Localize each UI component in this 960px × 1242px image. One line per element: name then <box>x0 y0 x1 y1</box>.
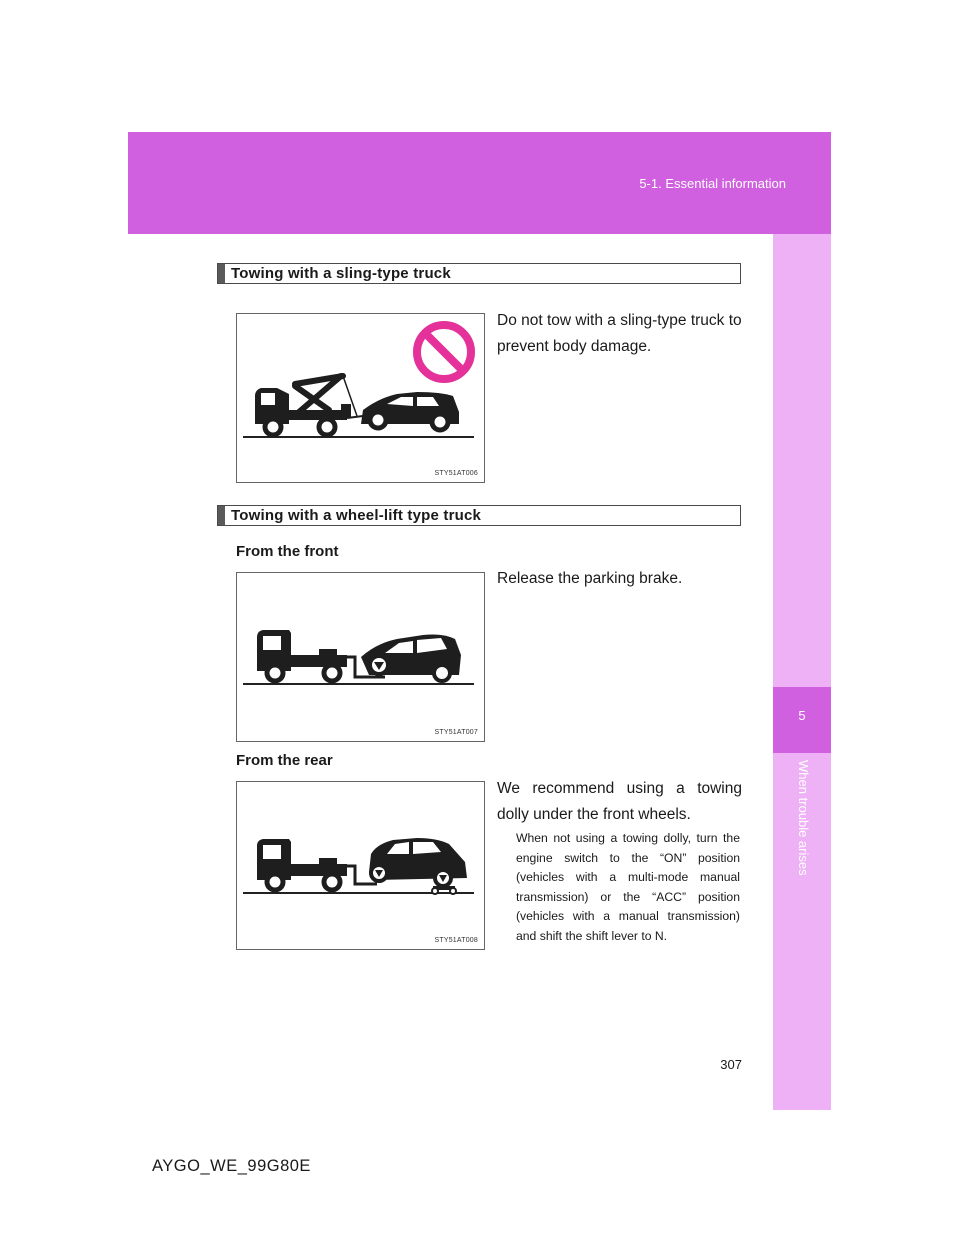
document-code: AYGO_WE_99G80E <box>152 1157 311 1175</box>
sling-truck-illustration <box>237 314 486 484</box>
subheading-from-front: From the front <box>236 543 339 560</box>
heading-marker <box>218 264 225 283</box>
section-heading-wheel-lift <box>217 505 741 526</box>
front-instruction-text: Release the parking brake. <box>497 570 683 587</box>
subheading-from-rear: From the rear <box>236 752 333 769</box>
figure-wheel-lift-front <box>236 572 485 742</box>
chapter-side-tab <box>773 234 831 1110</box>
section-label: 5-1. Essential information <box>639 176 786 191</box>
section-heading-text: Towing with a wheel-lift type truck <box>231 507 482 524</box>
sling-instruction-text: Do not tow with a sling-type truck to prevent body damage. <box>497 312 742 355</box>
wheel-lift-front-illustration <box>237 573 486 743</box>
section-heading-sling <box>217 263 741 284</box>
heading-marker <box>218 506 225 525</box>
chapter-title-vertical <box>793 760 811 900</box>
chapter-number: 5 <box>798 708 806 723</box>
page-number: 307 <box>720 1057 742 1072</box>
section-heading-text: Towing with a sling-type truck <box>231 265 451 282</box>
prohibition-icon <box>417 325 471 379</box>
figure-code: STY51AT006 <box>434 470 478 477</box>
rear-note-text: When not using a towing dolly, turn the engine switch to the “ON” position (vehicles with a multi-mode manual transmission) or the “ACC” position (vehicles with a manual transmission) and shift the shift lever to N. <box>516 831 740 943</box>
figure-sling-truck <box>236 313 485 483</box>
figure-code: STY51AT008 <box>434 937 478 944</box>
figure-code: STY51AT007 <box>434 729 478 736</box>
chapter-title: When trouble arises <box>796 760 811 876</box>
figure-wheel-lift-rear <box>236 781 485 950</box>
wheel-lift-rear-illustration <box>237 782 486 951</box>
rear-instruction-text: We recommend using a towing dolly under the front wheels. <box>497 780 742 823</box>
